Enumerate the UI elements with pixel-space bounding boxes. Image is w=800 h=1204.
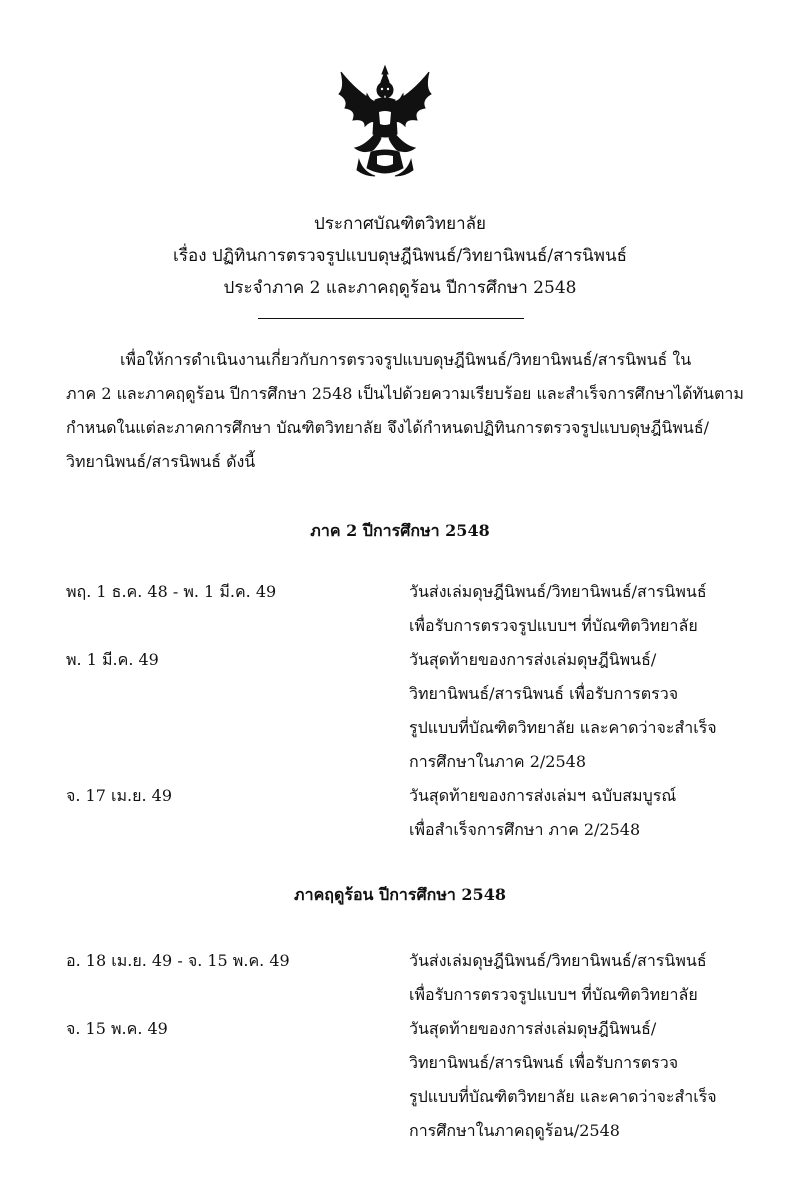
description-line: การศึกษาในภาคฤดูร้อน/2548 (409, 1121, 620, 1140)
entry-date: อ. 18 เม.ย. 49 - จ. 15 พ.ค. 49 (66, 951, 290, 970)
description-line: วิทยานิพนธ์/สารนิพนธ์ เพื่อรับการตรวจ (409, 1053, 679, 1072)
entry-date: พฤ. 1 ธ.ค. 48 - พ. 1 มี.ค. 49 (66, 582, 277, 601)
description-line: วันสุดท้ายของการส่งเล่มฯ ฉบับสมบูรณ์ (409, 786, 677, 805)
entry-description (409, 643, 749, 779)
description-line: วันส่งเล่มดุษฎีนิพนธ์/วิทยานิพนธ์/สารนิพนธ์ (409, 582, 707, 601)
garuda-emblem-icon (335, 64, 435, 180)
announcement-title: ประกาศบัณฑิตวิทยาลัย (313, 214, 487, 234)
intro-line: กำหนดในแต่ละภาคการศึกษา บัณฑิตวิทยาลัย จึงได้กำหนดปฏิทินการตรวจรูปแบบดุษฎีนิพนธ์/ (66, 418, 709, 437)
announcement-term: ประจำภาค 2 และภาคฤดูร้อน ปีการศึกษา 2548 (223, 278, 577, 298)
description-line: เพื่อสำเร็จการศึกษา ภาค 2/2548 (409, 820, 641, 839)
title-block (0, 208, 800, 304)
description-line: เพื่อรับการตรวจรูปแบบฯ ที่บัณฑิตวิทยาลัย (409, 985, 698, 1004)
description-line: วันสุดท้ายของการส่งเล่มดุษฎีนิพนธ์/ (409, 650, 657, 669)
description-line: วิทยานิพนธ์/สารนิพนธ์ เพื่อรับการตรวจ (409, 684, 679, 703)
section-heading-term-2: ภาค 2 ปีการศึกษา 2548 (310, 521, 490, 540)
description-line: วันส่งเล่มดุษฎีนิพนธ์/วิทยานิพนธ์/สารนิพนธ์ (409, 951, 707, 970)
description-line: รูปแบบที่บัณฑิตวิทยาลัย และคาดว่าจะสำเร็จ (409, 1087, 717, 1106)
entry-description (409, 779, 749, 847)
intro-line: เพื่อให้การดำเนินงานเกี่ยวกับการตรวจรูปแบบดุษฎีนิพนธ์/วิทยานิพนธ์/สารนิพนธ์ ใน (120, 350, 692, 369)
intro-line: ภาค 2 และภาคฤดูร้อน ปีการศึกษา 2548 เป็นไปด้วยความเรียบร้อย และสำเร็จการศึกษาได้ทันตาม (66, 384, 744, 403)
description-line: รูปแบบที่บัณฑิตวิทยาลัย และคาดว่าจะสำเร็จ (409, 718, 717, 737)
entry-description (409, 944, 749, 1012)
entry-date: จ. 17 เม.ย. 49 (66, 786, 172, 805)
description-line: เพื่อรับการตรวจรูปแบบฯ ที่บัณฑิตวิทยาลัย (409, 616, 698, 635)
entry-description (409, 1012, 749, 1148)
entry-date: จ. 15 พ.ค. 49 (66, 1019, 168, 1038)
entry-date: พ. 1 มี.ค. 49 (66, 650, 159, 669)
description-line: วันสุดท้ายของการส่งเล่มดุษฎีนิพนธ์/ (409, 1019, 657, 1038)
intro-line: วิทยานิพนธ์/สารนิพนธ์ ดังนี้ (66, 452, 256, 471)
intro-paragraph (66, 343, 746, 479)
announcement-subject: เรื่อง ปฏิทินการตรวจรูปแบบดุษฎีนิพนธ์/วิทยานิพนธ์/สารนิพนธ์ (173, 246, 627, 266)
entry-description (409, 575, 749, 643)
description-line: การศึกษาในภาค 2/2548 (409, 752, 586, 771)
title-divider (258, 318, 524, 319)
section-heading-summer-term: ภาคฤดูร้อน ปีการศึกษา 2548 (294, 885, 506, 904)
